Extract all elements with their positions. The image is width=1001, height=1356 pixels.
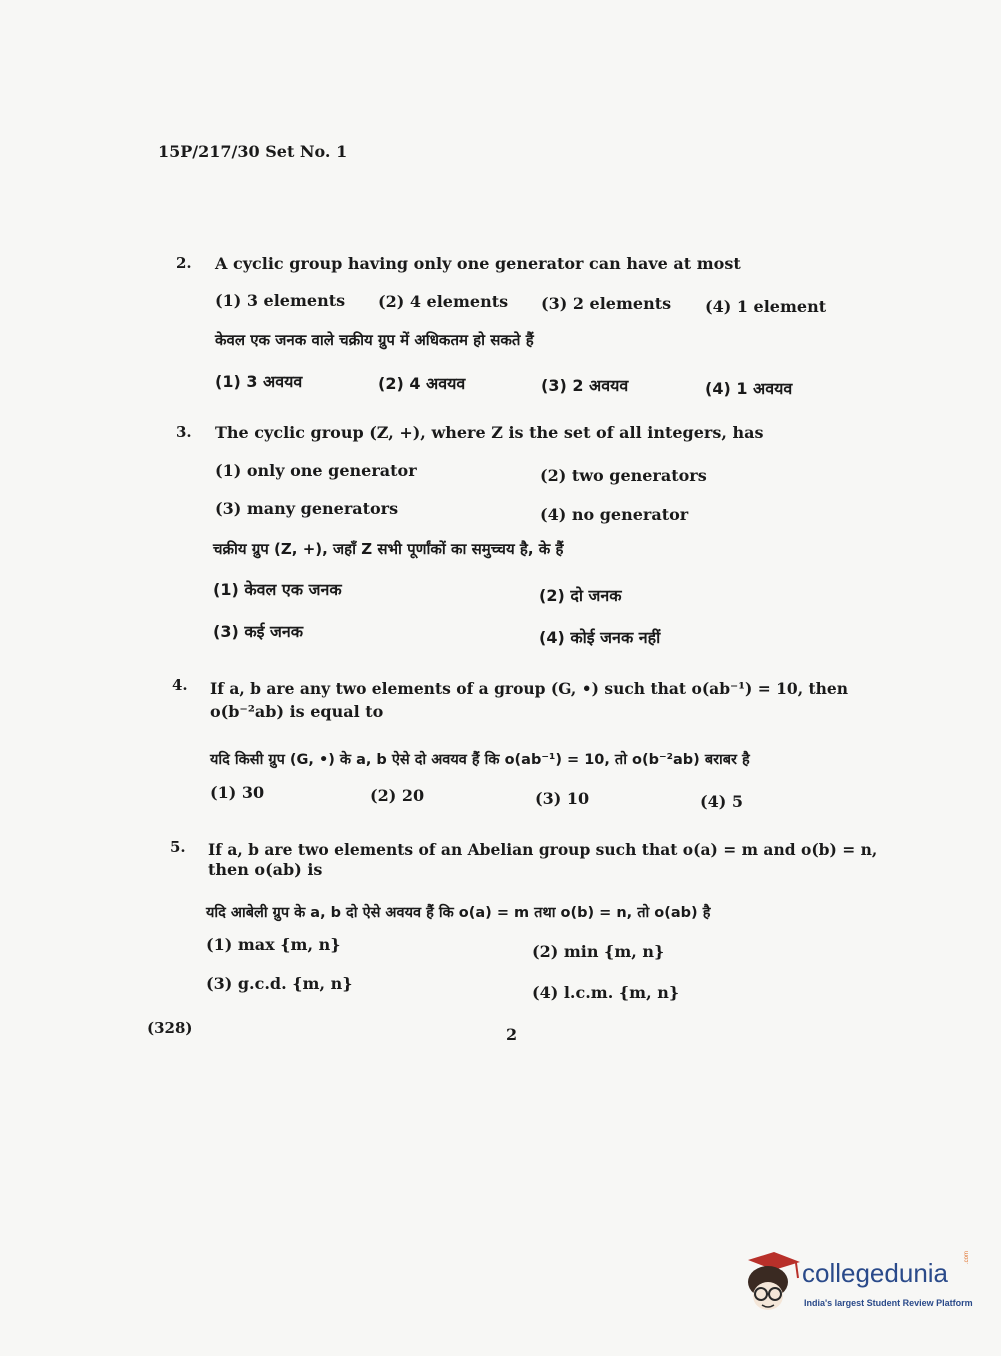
question-5-option-2: (2) min {m, n} — [532, 942, 665, 961]
question-2-hindi-option-3: (3) 2 अवयव — [541, 376, 629, 395]
question-2-option-2: (2) 4 elements — [378, 292, 509, 311]
question-4-text-line-1: If a, b are any two elements of a group (G, •) such that o(ab⁻¹) = 10, then — [210, 679, 849, 698]
question-3-hindi-option-1: (1) केवल एक जनक — [213, 580, 342, 599]
question-5-text-line-1: If a, b are two elements of an Abelian group such that o(a) = m and o(b) = n, — [208, 840, 878, 859]
question-5-text-line-2: then o(ab) is — [208, 860, 323, 879]
question-3-number: 3. — [176, 423, 192, 441]
question-2-option-1: (1) 3 elements — [215, 291, 346, 310]
question-5-number: 5. — [170, 838, 186, 856]
question-4-option-1: (1) 30 — [210, 783, 265, 802]
question-2-option-4: (4) 1 element — [705, 297, 827, 316]
question-3-option-2: (2) two generators — [540, 466, 707, 485]
question-2-option-3: (3) 2 elements — [541, 294, 672, 313]
logo-wordmark: collegedunia — [802, 1258, 949, 1288]
page-number: 2 — [506, 1025, 518, 1044]
question-4-number: 4. — [172, 676, 188, 694]
collegedunia-logo — [740, 1250, 973, 1322]
question-4-option-3: (3) 10 — [535, 789, 590, 808]
question-3-hindi-option-3: (3) कई जनक — [213, 622, 304, 641]
question-2-hindi-option-4: (4) 1 अवयव — [705, 379, 793, 398]
question-2-hindi-option-1: (1) 3 अवयव — [215, 372, 303, 391]
mascot-icon — [740, 1252, 802, 1316]
question-3-option-4: (4) no generator — [540, 505, 689, 524]
question-4-hindi-text: यदि किसी ग्रुप (G, •) के a, b ऐसे दो अवयव हैं कि o(ab⁻¹) = 10, तो o(b⁻²ab) बराबर है — [210, 752, 750, 768]
question-5-option-3: (3) g.c.d. {m, n} — [206, 974, 353, 993]
footer-code: (328) — [147, 1019, 193, 1037]
question-4-option-2: (2) 20 — [370, 786, 425, 805]
question-3-text: The cyclic group (Z, +), where Z is the set of all integers, has — [215, 423, 764, 442]
question-2-text: A cyclic group having only one generator can have at most — [215, 254, 741, 273]
question-3-hindi-option-2: (2) दो जनक — [539, 586, 622, 605]
question-2-number: 2. — [176, 254, 192, 272]
question-4-text-line-2: o(b⁻²ab) is equal to — [210, 702, 384, 721]
question-3-hindi-text: चक्रीय ग्रुप (Z, +), जहाँ Z सभी पूर्णांकों का समुच्चय है, के हैं — [213, 540, 564, 558]
question-2-hindi-text: केवल एक जनक वाले चक्रीय ग्रुप में अधिकतम हो सकते हैं — [215, 331, 534, 349]
question-5-hindi-text: यदि आबेली ग्रुप के a, b दो ऐसे अवयव हैं कि o(a) = m तथा o(b) = n, तो o(ab) है — [206, 905, 711, 921]
logo-dotcom: .com — [964, 1250, 970, 1264]
logo-tagline: India's largest Student Review Platform — [804, 1298, 973, 1308]
question-3-hindi-option-4: (4) कोई जनक नहीं — [539, 628, 661, 647]
question-5-option-1: (1) max {m, n} — [206, 935, 341, 954]
question-4-option-4: (4) 5 — [700, 792, 743, 811]
question-5-option-4: (4) l.c.m. {m, n} — [532, 983, 680, 1002]
question-2-hindi-option-2: (2) 4 अवयव — [378, 374, 466, 393]
question-3-option-1: (1) only one generator — [215, 461, 417, 480]
paper-code-header: 15P/217/30 Set No. 1 — [158, 142, 348, 161]
question-3-option-3: (3) many generators — [215, 499, 399, 518]
